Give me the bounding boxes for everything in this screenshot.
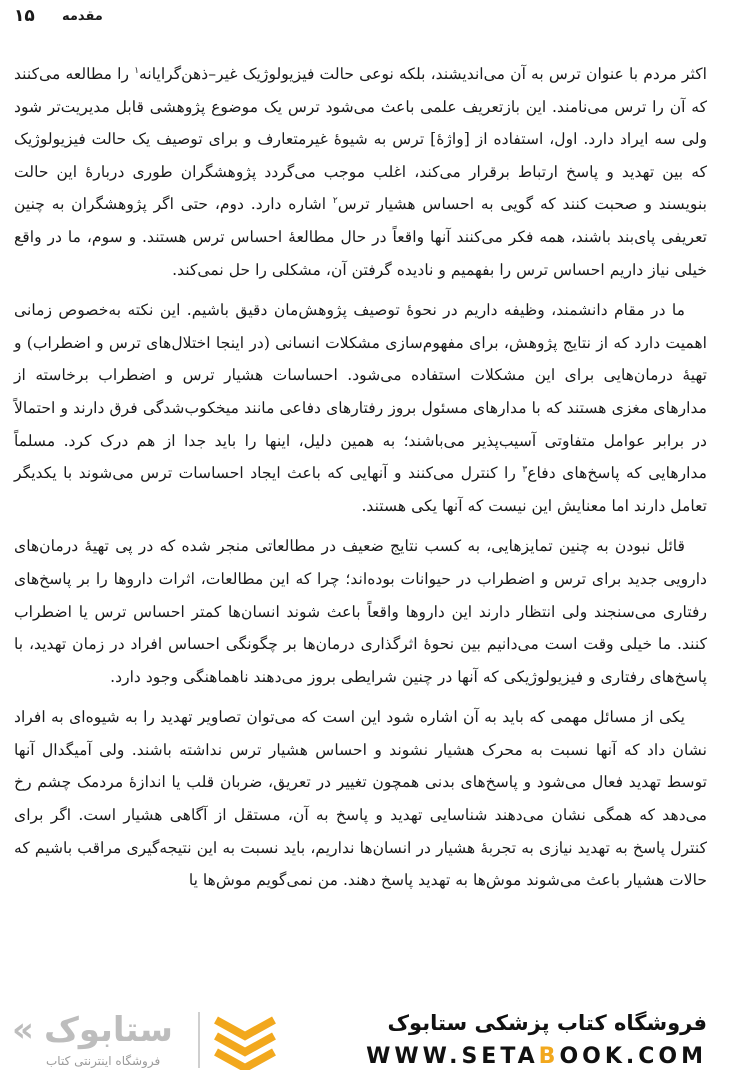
logo-divider: [198, 1012, 200, 1068]
paragraph-2: ما در مقام دانشمند، وظیفه داریم در نحوهٔ توصیف پژوهش‌مان دقیق باشیم. این نکته به‌خصوص زمانی اهمیت دارد که از نتایج پژوهش، برای مفهوم‌سازی مشکلات انسانی (در اینجا اختلال‌های ترس و اضطراب) و تهیهٔ درمان‌هایی برای این مشکلات استفاده می‌شود. احساسات هشیار ترس و اضطراب برخاسته از مدارهای مغزی هستند که با مدارهای مسئول بروز رفتارهای دفاعی مانند میخکوب‌شدگی فرق دارند و احتمالاً در برابر عوامل متفاوتی آسیب‌پذیر می‌باشند؛ به همین دلیل، اینها را باید جدا از هم درک کرد. مسلماً مدارهایی که پاسخ‌های دفاع$^۳$ را کنترل می‌کنند و آنهایی که باعث ایجاد احساسات ترس می‌شوند با یکدیگر تعامل دارند اما معنایش این نیست که آنها یکی هستند.: [14, 301, 707, 515]
page-header: [0, 0, 735, 36]
logo-subtitle: فروشگاه اینترنتی کتاب: [46, 1054, 161, 1068]
chapter-title: مقدمه: [62, 9, 103, 24]
store-url[interactable]: WWW.SETABOOK.COM: [366, 1044, 707, 1069]
page-number: ۱۵: [14, 6, 35, 26]
setabook-logo[interactable]: [10, 1006, 285, 1074]
footnote-ref-2[interactable]: ۲: [332, 196, 338, 207]
store-name: فروشگاه کتاب پزشکی ستابوک: [387, 1011, 707, 1035]
footnote-ref-1[interactable]: ۱: [134, 65, 140, 76]
logo-wordmark: ستابوک: [44, 1010, 173, 1050]
body-text: [14, 58, 707, 905]
footnote-ref-3[interactable]: ۳: [522, 464, 528, 475]
watermark-footer: [0, 1000, 735, 1080]
paragraph-3: قائل نبودن به چنین تمایزهایی، به کسب نتایج ضعیف در مطالعاتی منجر شده که در پی تهیهٔ درمان‌های دارویی جدید برای ترس و اضطراب در حیوانات بوده‌اند؛ چرا که این مطالعات، اثرات داروها را بر پاسخ‌های رفتاری می‌سنجند ولی انتظار دارند این داروها واقعاً باعث شوند انسان‌ها کمتر احساس ترس یا اضطراب کنند. ما خیلی وقت است می‌دانیم بین نحوهٔ اثرگذاری درمان‌ها بر چگونگی احساس افراد در زمان تهدید، با پاسخ‌های رفتاری و فیزیولوژیکی که آنها در چنین شرایطی بروز می‌دهند ناهماهنگی وجود دارد.: [14, 537, 707, 686]
chevron-stack-icon: [210, 1012, 280, 1070]
paragraph-1: اکثر مردم با عنوان ترس به آن می‌اندیشند، بلکه نوعی حالت فیزیولوژیک غیر–ذهن‌گرایانه$^۱$ را مطالعه می‌کنند که آن را ترس می‌نامند. این بازتعریف علمی باعث می‌شود ترس یک موضوع پژوهشی قابل مدیریت‌تر شود ولی سه ایراد دارد. اول، استفاده از [واژهٔ] ترس به شیوهٔ غیرمتعارف و برای توصیف یک حالت فیزیولوژیک که بین تهدید و پاسخ ارتباط برقرار می‌کند، اغلب موجب می‌گردد پژوهشگران طوری دربارهٔ این حالت بنویسند و صحبت کنند که گویی به احساس هشیار ترس$^۲$ اشاره دارد. دوم، حتی اگر پژوهشگران به چنین تعریفی پای‌بند باشند، همه فکر می‌کنند آنها واقعاً در حال مطالعهٔ احساس ترس هستند. و سوم، ما در واقع خیلی نیاز داریم احساس ترس را بفهمیم و نادیده گرفتن آن، مشکلی را حل نمی‌کند.: [14, 65, 707, 279]
logo-arrows-icon: «: [12, 1010, 34, 1050]
paragraph-4: یکی از مسائل مهمی که باید به آن اشاره شود این است که می‌توان تصاویر تهدید را به شیوه‌ای به افراد نشان داد که آنها نسبت به محرک هشیار نشوند و احساس هشیار ترس نداشته باشند. ولی آمیگدال آنها توسط تهدید فعال می‌شود و پاسخ‌های بدنی همچون تغییر در تعریق، ضربان قلب یا اندازهٔ مردمک چشم رخ می‌دهد که همگی نشان می‌دهند شناسایی تهدید و پاسخ به آن، مستقل از آگاهی هشیار است. اگر برای کنترل پاسخ به تهدید نیازی به تجربهٔ هشیار در انسان‌ها نداریم، باید نسبت به این نتیجه‌گیری مراقب باشیم که حالات هشیار باعث می‌شوند موش‌ها به تهدید پاسخ دهند. من نمی‌گویم موش‌ها یا: [14, 708, 707, 890]
